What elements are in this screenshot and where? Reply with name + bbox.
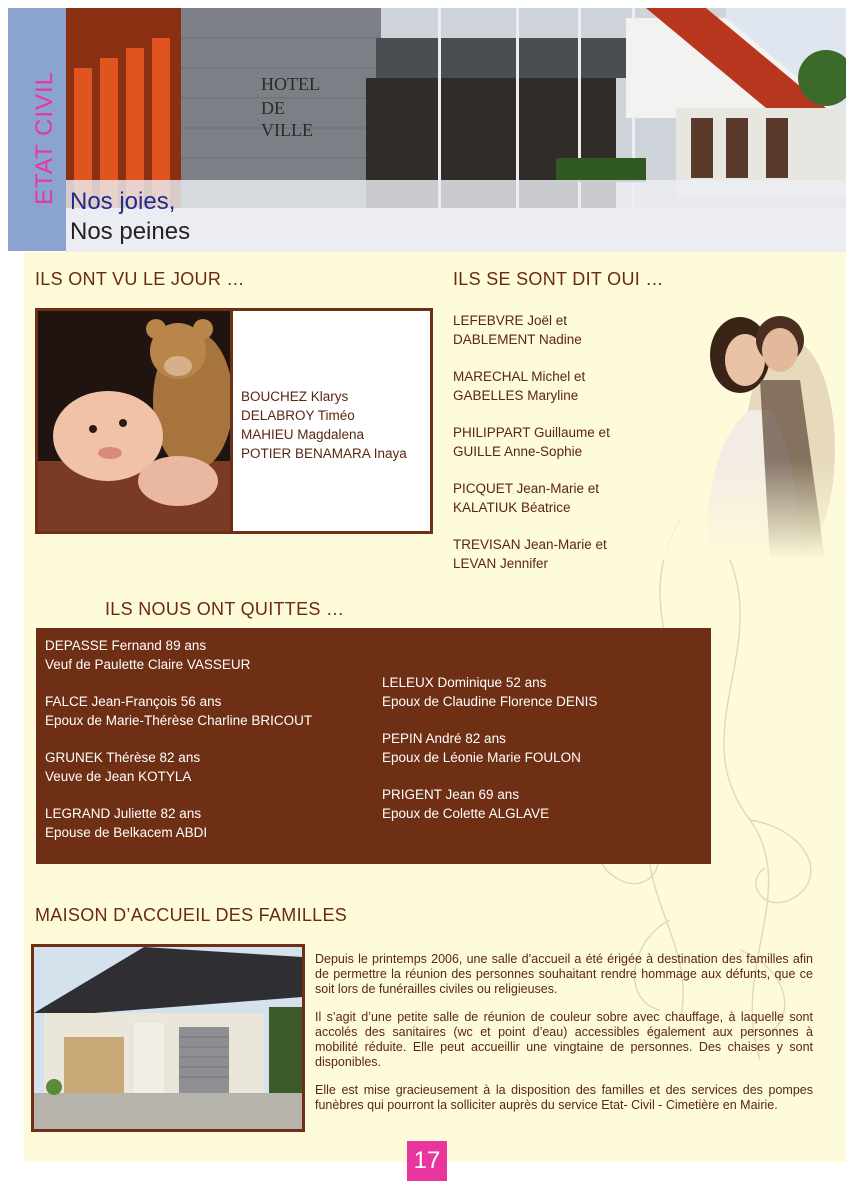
- death-entry: [45, 748, 312, 786]
- births-names-panel: [233, 311, 430, 531]
- wedding-entry: [453, 423, 610, 461]
- death-relation: Epoux de Léonie Marie FOULON: [382, 750, 581, 765]
- death-entry: [382, 673, 597, 711]
- death-entry: [382, 785, 597, 823]
- deaths-box: [36, 628, 711, 864]
- section-side-tab: [8, 8, 66, 251]
- wedding-line: TREVISAN Jean-Marie et: [453, 537, 607, 552]
- wedding-line: GUILLE Anne-Sophie: [453, 444, 583, 459]
- maison-paragraph: Depuis le printemps 2006, une salle d’accueil a été érigée à destination des familles afin de permettre la réunion des personnes souhaitant rendre hommage aux défunts, que ce soit lors de funérailles civiles ou religieuses.: [315, 952, 813, 996]
- births-list: [241, 387, 407, 463]
- wedding-line: PICQUET Jean-Marie et: [453, 481, 600, 496]
- death-name: FALCE Jean-François 56 ans: [45, 694, 222, 709]
- baby-with-teddy-bear-photo: [38, 311, 230, 531]
- maison-paragraph: Elle est mise gracieusement à la disposition des familles et des services des pompes funèbres qui pourront la solliciter auprès du service Etat- Civil - Cimetière en Mairie.: [315, 1083, 813, 1112]
- maison-paragraph: Il s’agit d’une petite salle de réunion de couleur sobre avec chauffage, à laquelle sont accolés des sanitaires (wc et point d’eau) accessibles également aux personnes à mobilité réduite. Elle peut accueillir une vingtaine de personnes. Des chaises y sont disponibles.: [315, 1010, 813, 1069]
- deaths-right-column: [382, 673, 597, 841]
- svg-text:VILLE: VILLE: [261, 120, 313, 140]
- deaths-left-column: [45, 636, 312, 860]
- hero-banner: [66, 8, 846, 252]
- death-relation: Epouse de Belkacem ABDI: [45, 825, 208, 840]
- wedding-line: DABLEMENT Nadine: [453, 332, 582, 347]
- death-name: PEPIN André 82 ans: [382, 731, 506, 746]
- wedding-entry: [453, 479, 610, 517]
- wedding-couple-photo: [650, 300, 840, 560]
- death-entry: [382, 729, 597, 767]
- page-number: 17: [407, 1141, 447, 1181]
- death-name: PRIGENT Jean 69 ans: [382, 787, 520, 802]
- death-entry: [45, 804, 312, 842]
- death-name: LELEUX Dominique 52 ans: [382, 675, 547, 690]
- maison-heading: MAISON D’ACCUEIL DES FAMILLES: [35, 905, 348, 925]
- birth-name: BOUCHEZ Klarys: [241, 389, 349, 404]
- weddings-list: [453, 311, 610, 591]
- death-relation: Epoux de Marie-Thérèse Charline BRICOUT: [45, 713, 313, 728]
- death-name: DEPASSE Fernand 89 ans: [45, 638, 207, 653]
- death-entry: [45, 692, 312, 730]
- wedding-line: KALATIUK Béatrice: [453, 500, 571, 515]
- wedding-entry: [453, 535, 610, 573]
- death-name: LEGRAND Juliette 82 ans: [45, 806, 202, 821]
- wedding-entry: [453, 311, 610, 349]
- death-relation: Epoux de Colette ALGLAVE: [382, 806, 550, 821]
- family-house-photo: [31, 944, 305, 1132]
- births-box: [35, 308, 433, 534]
- maison-description: [315, 952, 813, 1126]
- death-relation: Epoux de Claudine Florence DENIS: [382, 694, 598, 709]
- death-relation: Veuve de Jean KOTYLA: [45, 769, 192, 784]
- death-entry: [45, 636, 312, 674]
- births-heading: ILS ONT VU LE JOUR …: [35, 269, 245, 289]
- wedding-line: LEVAN Jennifer: [453, 556, 549, 571]
- wedding-line: MARECHAL Michel et: [453, 369, 586, 384]
- wedding-line: PHILIPPART Guillaume et: [453, 425, 610, 440]
- wedding-line: LEFEBVRE Joël et: [453, 313, 568, 328]
- birth-name: POTIER BENAMARA Inaya: [241, 446, 407, 461]
- birth-name: DELABROY Timéo: [241, 408, 355, 423]
- deaths-heading: ILS NOUS ONT QUITTES …: [105, 599, 345, 619]
- hero-title-line-2: Nos peines: [70, 218, 191, 245]
- weddings-heading: ILS SE SONT DIT OUI …: [453, 269, 664, 289]
- wedding-entry: [453, 367, 610, 405]
- hero-caption: [66, 180, 846, 252]
- sign-text: HOTEL: [261, 74, 320, 94]
- birth-name: MAHIEU Magdalena: [241, 427, 365, 442]
- death-name: GRUNEK Thérèse 82 ans: [45, 750, 201, 765]
- svg-text:DE: DE: [261, 98, 285, 118]
- section-tab-label: ETAT CIVIL: [31, 70, 58, 206]
- hero-title-line-1: Nos joies,: [70, 188, 176, 215]
- death-relation: Veuf de Paulette Claire VASSEUR: [45, 657, 251, 672]
- wedding-line: GABELLES Maryline: [453, 388, 579, 403]
